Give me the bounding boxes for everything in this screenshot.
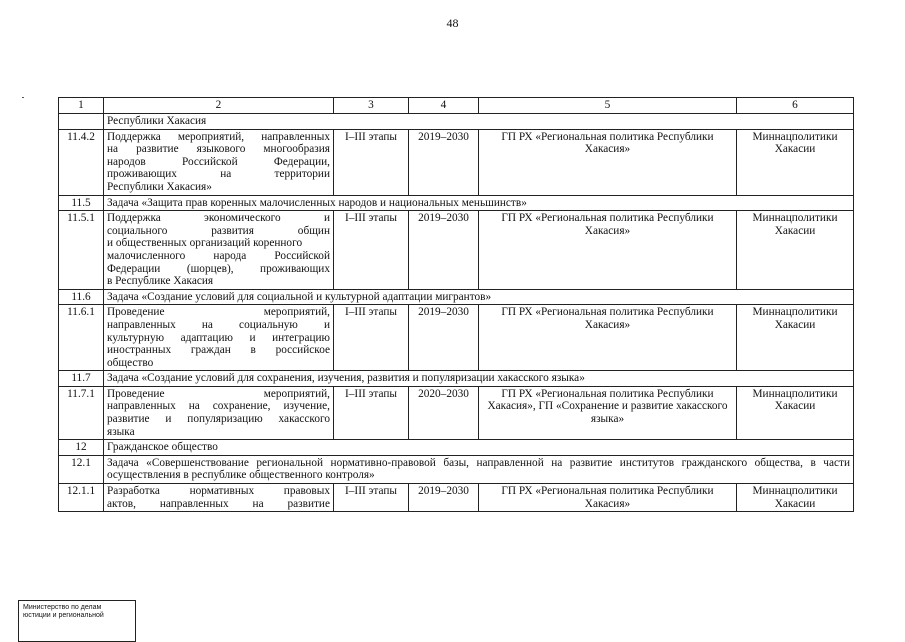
description-line: социального развития общин [107,224,330,237]
stage-cell: I–III этапы [334,386,409,439]
task-row [59,289,854,305]
task-text: Задача «Совершенствование региональной нормативно-правовой базы, направленной на развитие институтов гражданского общества, в части осуществления в республике общественного контроля» [104,455,854,483]
description-line: в Республике Хакасия [107,275,214,288]
task-text: Задача «Защита прав коренных малочисленных народов и национальных меньшинств» [104,195,854,211]
executor-cell: Миннацполитики Хакасии [737,386,854,439]
years-cell: 2020–2030 [409,386,479,439]
description-line: общество [107,356,154,369]
row-number: 11.6 [59,289,104,305]
scan-speck [22,97,24,98]
description-line: на развитие языкового многообразия [107,143,330,156]
row-number: 12 [59,440,104,456]
task-row [59,195,854,211]
table-row [59,129,854,195]
page-number: 48 [446,16,459,30]
description-line: направленных на социальную и [107,318,330,331]
column-number: 4 [409,98,479,114]
description-line: языка [107,425,135,438]
executor-cell: Миннацполитики Хакасии [737,211,854,290]
description-line: Проведение мероприятий, [107,387,330,400]
column-number: 2 [104,98,334,114]
description-line: малочисленного народа Российской [107,249,330,262]
measure-description [104,386,334,439]
description-line: развитие и популяризацию хакасского [107,413,330,426]
years-cell: 2019–2030 [409,484,479,512]
measure-description [104,211,334,290]
task-row [59,371,854,387]
task-text: Задача «Создание условий для социальной и культурной адаптации мигрантов» [104,289,854,305]
column-number: 1 [59,98,104,114]
task-row [59,440,854,456]
description-line: культурную адаптацию и интеграцию [107,331,330,344]
continuation-row [59,114,854,130]
table-row [59,484,854,512]
description-line: Федерации (шорцев), проживающих [107,262,330,275]
stamp-line: юстиции и региональной [23,612,104,619]
description-line: иностранных граждан в российское [107,344,330,357]
row-number: 11.7.1 [59,386,104,439]
description-line: направленных на сохранение, изучение, [107,400,330,413]
measures-table [58,97,854,512]
years-cell: 2019–2030 [409,305,479,371]
description-line: Проведение мероприятий, [107,306,330,319]
years-cell: 2019–2030 [409,129,479,195]
executor-cell: Миннацполитики Хакасии [737,129,854,195]
program-cell: ГП РХ «Региональная политика Республики Хакасия» [479,484,737,512]
row-number: 11.5 [59,195,104,211]
table-row [59,386,854,439]
description-line: Поддержка экономического и [107,212,330,225]
program-cell: ГП РХ «Региональная политика Республики Хакасия» [479,305,737,371]
stage-cell: I–III этапы [334,211,409,290]
measure-description [104,305,334,371]
task-text: Гражданское общество [104,440,854,456]
description-line: актов, направленных на развитие [107,497,330,510]
description-line: проживающих на территории [107,168,330,181]
task-row [59,455,854,483]
table-row [59,211,854,290]
executor-cell: Миннацполитики Хакасии [737,305,854,371]
row-number: 11.4.2 [59,129,104,195]
years-cell: 2019–2030 [409,211,479,290]
stage-cell: I–III этапы [334,129,409,195]
measure-description [104,129,334,195]
row-number: 11.7 [59,371,104,387]
column-number: 6 [737,98,854,114]
program-cell: ГП РХ «Региональная политика Республики Хакасия», ГП «Сохранение и развитие хакасского языка» [479,386,737,439]
table-header-row [59,98,854,114]
row-number: 11.5.1 [59,211,104,290]
stage-cell: I–III этапы [334,484,409,512]
description-line: Республики Хакасия» [107,180,212,193]
table-row [59,305,854,371]
program-cell: ГП РХ «Региональная политика Республики Хакасия» [479,211,737,290]
row-number: 11.6.1 [59,305,104,371]
column-number: 3 [334,98,409,114]
row-number: 12.1 [59,455,104,483]
registration-stamp [18,600,136,642]
row-number: 12.1.1 [59,484,104,512]
stage-cell: I–III этапы [334,305,409,371]
stamp-line: Министерство по делам [23,604,102,611]
continuation-text: Республики Хакасия [104,114,854,130]
executor-cell: Миннацполитики Хакасии [737,484,854,512]
measure-description [104,484,334,512]
description-line: и общественных организаций коренного [107,237,303,250]
description-line: Разработка нормативных правовых [107,485,330,498]
column-number: 5 [479,98,737,114]
description-line: Поддержка мероприятий, направленных [107,130,330,143]
program-cell: ГП РХ «Региональная политика Республики Хакасия» [479,129,737,195]
row-number [59,114,104,130]
task-text: Задача «Создание условий для сохранения, изучения, развития и популяризации хакасского языка» [104,371,854,387]
description-line: народов Российской Федерации, [107,155,330,168]
